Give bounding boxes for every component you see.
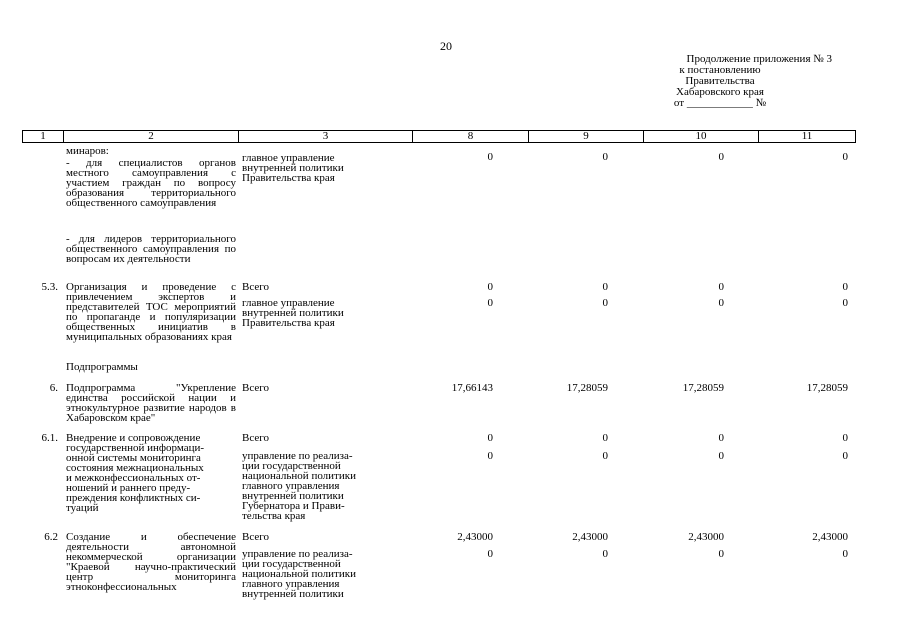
row61-total-11: 0 [842, 432, 848, 444]
row61-number: 6.1. [41, 432, 58, 444]
row61-col3-executor: управление по реализа- ции государственной национальной политики главного управления внутренней политики Губернатора и Прави- тельства края [242, 450, 356, 522]
appendix-line-4: Хабаровского края [676, 86, 764, 98]
row61-exec-10: 0 [718, 450, 724, 462]
row62-number: 6.2 [44, 531, 58, 543]
row53-exec-11: 0 [842, 297, 848, 309]
row62-total-9: 2,43000 [572, 531, 608, 543]
row61-total-8: 0 [487, 432, 493, 444]
row6-val-8: 17,66143 [451, 382, 493, 394]
row62-col2: Создание и обеспечение деятельности автономной некоммерческой организации "Краевой научно-практический центр мониторинга этноконфессиональных [66, 531, 236, 593]
row61-exec-8: 0 [487, 450, 493, 462]
row62-exec-8: 0 [487, 548, 493, 560]
row61-exec-11: 0 [842, 450, 848, 462]
appendix-line-2: к постановлению [679, 64, 761, 76]
row53-exec-9: 0 [602, 297, 608, 309]
row53-exec-10: 0 [718, 297, 724, 309]
row0-col3: главное управление внутренней политики Правительства края [242, 152, 344, 184]
table-header-row [22, 130, 856, 143]
appendix-line-5: от ____________ № [673, 97, 767, 109]
row61-total-10: 0 [718, 432, 724, 444]
row6-val-9: 17,28059 [566, 382, 608, 394]
header-col-10: 10 [643, 131, 758, 142]
row62-total-8: 2,43000 [457, 531, 493, 543]
header-col-1: 1 [40, 130, 46, 142]
row53-col2-subprograms: Подпрограммы [66, 361, 138, 373]
row0-val-10: 0 [718, 151, 724, 163]
row53-col3-executor: главное управление внутренней политики Правительства края [242, 297, 344, 329]
row61-total-9: 0 [602, 432, 608, 444]
row0-col2-top: минаров: [66, 145, 109, 157]
header-col-8: 8 [412, 131, 528, 142]
appendix-line-1: Продолжение приложения № 3 [686, 53, 832, 65]
row0-val-9: 0 [602, 151, 608, 163]
header-col-9: 9 [528, 131, 643, 142]
row62-col3-total: Всего [242, 531, 269, 543]
header-col-11: 11 [758, 131, 855, 142]
row61-exec-9: 0 [602, 450, 608, 462]
row6-col3: Всего [242, 382, 269, 394]
header-col-3: 3 [238, 131, 412, 142]
row6-number: 6. [49, 382, 58, 394]
row62-exec-9: 0 [602, 548, 608, 560]
row62-exec-11: 0 [842, 548, 848, 560]
row62-col3-executor: управление по реализа- ции государственной национальной политики главного управления внутренней политики [242, 548, 356, 600]
row6-val-10: 17,28059 [682, 382, 724, 394]
row53-col3-total: Всего [242, 281, 269, 293]
row53-total-11: 0 [842, 281, 848, 293]
row53-col2: Организация и проведение с привлечением экспертов и представителей ТОС мероприятий по пропаганде и популяризации общественных инициатив в муниципальных образованиях края [66, 281, 236, 343]
row6-col2: Подпрограмма "Укрепление единства российской нации и этнокультурное развитие народов в Хабаровском крае" [66, 382, 236, 424]
row53-total-9: 0 [602, 281, 608, 293]
row62-total-11: 2,43000 [812, 531, 848, 543]
row62-exec-10: 0 [718, 548, 724, 560]
row0-val-8: 0 [487, 151, 493, 163]
row61-col3-total: Всего [242, 432, 269, 444]
row53-total-8: 0 [487, 281, 493, 293]
row53-number: 5.3. [41, 281, 58, 293]
appendix-line-3: Правительства [685, 75, 755, 87]
row61-col2: Внедрение и сопровождение государственной информаци- онной системы мониторинга состояния межнациональных и межконфессиональных от- ношений и раннего преду- преждения конфликтных си- туаций [66, 432, 205, 514]
row0-col2-item-b: - для лидеров территориального общественного самоуправления по вопросам их деятельности [66, 233, 236, 265]
row0-val-11: 0 [842, 151, 848, 163]
row62-total-10: 2,43000 [688, 531, 724, 543]
appendix-header [600, 54, 840, 109]
header-col-2: 2 [63, 131, 238, 142]
page-number: 20 [440, 39, 452, 53]
row6-val-11: 17,28059 [806, 382, 848, 394]
row53-total-10: 0 [718, 281, 724, 293]
row53-exec-8: 0 [487, 297, 493, 309]
row0-col2-item-a: - для специалистов органов местного самоуправления с участием граждан по вопросу образования территориального общественного самоуправления [66, 157, 236, 209]
